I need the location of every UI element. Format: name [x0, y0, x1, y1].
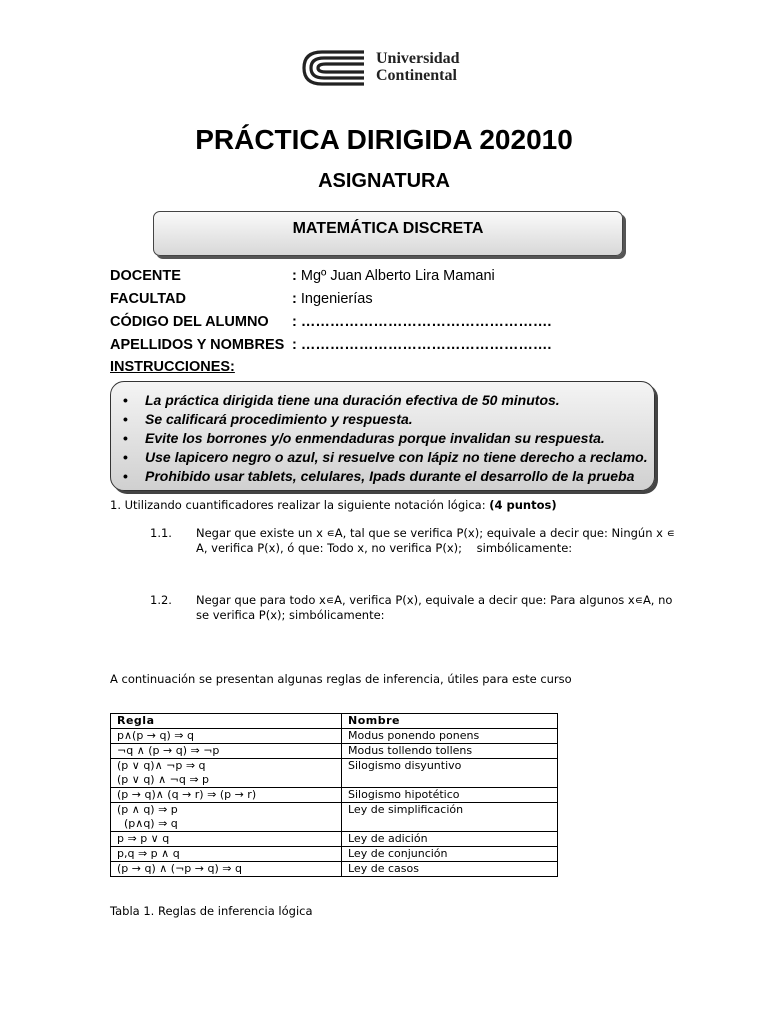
name-cell: Silogismo hipotético: [342, 788, 558, 803]
university-name: [376, 50, 460, 84]
list-item: • La práctica dirigida tiene una duración efectiva de 50 minutos.: [123, 392, 560, 408]
instructions-title: INSTRUCCIONES:: [110, 359, 235, 375]
info-label: FACULTAD: [110, 291, 186, 307]
course-banner: [153, 211, 623, 256]
instructions-box: [110, 381, 655, 491]
table-row: [111, 862, 558, 877]
rule-cell: (p → q)∧ (q → r) ⇒ (p → r): [111, 788, 342, 803]
column-header: Nombre: [342, 714, 558, 729]
inference-rules-table: [110, 713, 558, 877]
university-line2: Continental: [376, 67, 457, 84]
question-1: 1. Utilizando cuantificadores realizar la siguiente notación lógica: (4 puntos): [110, 498, 557, 512]
list-item: • Evite los borrones y/o enmendaduras porque invalidan su respuesta.: [123, 430, 605, 446]
table-header-row: [111, 714, 558, 729]
info-label: APELLIDOS Y NOMBRES: [110, 337, 285, 353]
table-row: [111, 803, 558, 832]
sub-text: Negar que para todo x∊A, verifica P(x), equivale a decir que: Para algunos x∊A, no se verifica P(x); simbólicamente:: [196, 593, 673, 622]
table-row: [111, 759, 558, 788]
page-subtitle: ASIGNATURA: [318, 170, 450, 192]
info-value: : Ingenierías: [292, 291, 373, 307]
table-row: [111, 832, 558, 847]
rule-cell: ¬q ∧ (p → q) ⇒ ¬p: [111, 744, 342, 759]
list-item: • Se calificará procedimiento y respuesta.: [123, 411, 413, 427]
sub-number: 1.2.: [150, 593, 172, 607]
rule-cell: (p ∨ q)∧ ¬p ⇒ q (p ∨ q) ∧ ¬q ⇒ p: [111, 759, 342, 788]
course-name: MATEMÁTICA DISCRETA: [292, 220, 484, 237]
column-header: Regla: [111, 714, 342, 729]
rule-cell: p∧(p → q) ⇒ q: [111, 729, 342, 744]
table-row: [111, 847, 558, 862]
table-row: [111, 744, 558, 759]
intro-text: A continuación se presentan algunas reglas de inferencia, útiles para este curso: [110, 672, 572, 686]
info-value: : …………………………………………….: [292, 337, 552, 353]
name-cell: Modus tollendo tollens: [342, 744, 558, 759]
instructions-list: [123, 391, 648, 486]
table-row: [111, 788, 558, 803]
question-points: (4 puntos): [489, 498, 557, 512]
info-label: DOCENTE: [110, 268, 181, 284]
name-cell: Silogismo disyuntivo: [342, 759, 558, 788]
name-cell: Ley de adición: [342, 832, 558, 847]
list-item: • Use lapicero negro o azul, si resuelve con lápiz no tiene derecho a reclamo.: [123, 449, 648, 465]
sub-text: Negar que existe un x ∊A, tal que se verifica P(x); equivale a decir que: Ningún x ∊ A, verifica P(x), ó que: Todo x, no verifica P(x); simbólicamente:: [196, 526, 675, 555]
table-row: [111, 729, 558, 744]
name-cell: Ley de casos: [342, 862, 558, 877]
info-value: : …………………………………………….: [292, 314, 552, 330]
rule-cell: p,q ⇒ p ∧ q: [111, 847, 342, 862]
university-line1: Universidad: [376, 50, 460, 67]
rule-cell: p ⇒ p ∨ q: [111, 832, 342, 847]
name-cell: Ley de simplificación: [342, 803, 558, 832]
name-cell: Ley de conjunción: [342, 847, 558, 862]
table-caption: Tabla 1. Reglas de inferencia lógica: [110, 904, 313, 918]
rule-cell: (p → q) ∧ (¬p → q) ⇒ q: [111, 862, 342, 877]
name-cell: Modus ponendo ponens: [342, 729, 558, 744]
question-1-2: [150, 593, 690, 625]
list-item: • Prohibido usar tablets, celulares, Ipads durante el desarrollo de la prueba: [123, 468, 635, 484]
rule-cell: (p ∧ q) ⇒ p (p∧q) ⇒ q: [111, 803, 342, 832]
sub-number: 1.1.: [150, 526, 172, 540]
info-value: : Mgº Juan Alberto Lira Mamani: [292, 268, 495, 284]
question-1-1: [150, 526, 690, 558]
info-label: CÓDIGO DEL ALUMNO: [110, 314, 269, 330]
page-title: PRÁCTICA DIRIGIDA 202010: [195, 124, 573, 155]
